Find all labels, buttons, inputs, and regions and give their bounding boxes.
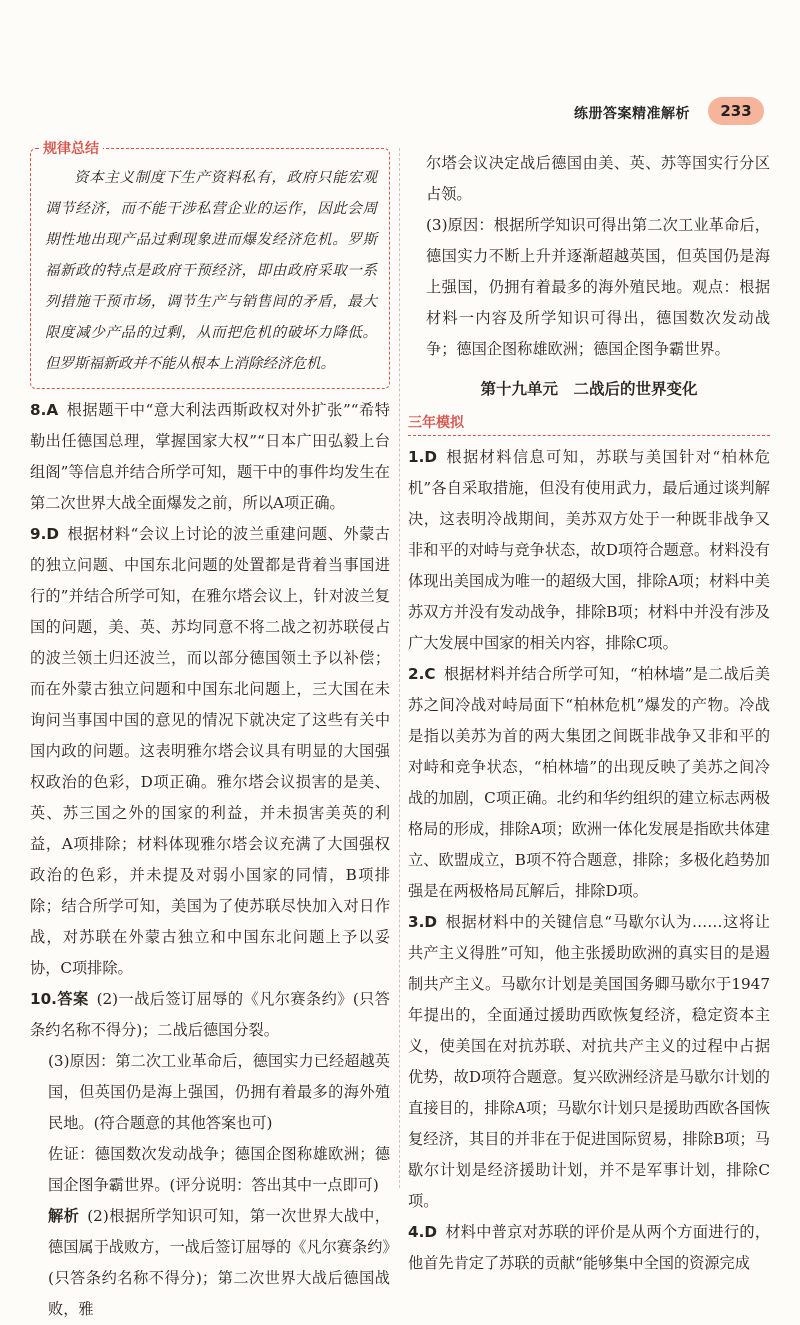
answer-number: 3.D [408, 913, 437, 931]
answer-10-evidence: 佐证：德国数次发动战争；德国企图称雄欧洲；德国企图争霸世界。(评分说明：答出其中一点即可) [48, 1145, 390, 1194]
summary-title: 规律总结 [39, 138, 103, 158]
summary-box [30, 141, 390, 389]
answer-10 [30, 984, 390, 1046]
answer-10-part3: (3)原因：第二次工业革命后，德国实力已经超越英国，但英国仍是海上强国，仍拥有着最多的海外殖民地。(符合题意的其他答案也可) [48, 1052, 390, 1132]
answer-4 [408, 1217, 770, 1279]
answer-number: 1.D [408, 448, 437, 466]
unit-title: 第十九单元 二战后的世界变化 [480, 380, 698, 398]
answer-number: 4.D [408, 1223, 437, 1241]
answer-1 [408, 442, 770, 659]
left-column [30, 141, 390, 1325]
page-number-badge: 233 [708, 97, 764, 125]
answer-text: 材料中普京对苏联的评价是从两个方面进行的，他首先肯定了苏联的贡献“能够集中全国的资源完成 [408, 1223, 770, 1272]
summary-text: 资本主义制度下生产资料私有，政府只能宏观调节经济，而不能干涉私营企业的运作，因此会周期性地出现产品过剩现象进而爆发经济危机。罗斯福新政的特点是政府干预经济，即由政府采取一系列措施干预市场，调节生产与销售间的矛盾，最大限度减少产品的过剩，从而把危机的破坏力降低。但罗斯福新政并不能从根本上消除经济危机。 [45, 170, 377, 372]
answer-3 [408, 907, 770, 1217]
answer-text: 根据材料中的关键信息“马歇尔认为……这将让共产主义得胜”可知，他主张援助欧洲的真实目的是遏制共产主义。马歇尔计划是美国国务卿马歇尔于1947年提出的，全面通过援助西欧恢复经济，稳定资本主义，使美国在对抗苏联、对抗共产主义的过程中占据优势，故D项符合题意。复兴欧洲经济是马歇尔计划的直接目的，排除A项；马歇尔计划只是援助西欧各国恢复经济，其目的并非在于促进国际贸易，排除B项；马歇尔计划是经济援助计划，并不是军事计划，排除C项。 [408, 913, 770, 1210]
analysis-text: (2)根据所学知识可知，第一次世界大战中，德国属于战败方，一战后签订屈辱的《凡尔赛条约》(只答条约名称不得分)；第二次世界大战后德国战败，雅 [48, 1207, 390, 1318]
answer-number: 8.A [30, 401, 59, 419]
answer-10-analysis [30, 1201, 390, 1325]
right-column [408, 148, 770, 1279]
section-tag: 三年模拟 [408, 411, 770, 436]
answer-8 [30, 395, 390, 519]
answer-text: 根据材料并结合所学可知，“柏林墙”是二战后美苏之间冷战对峙局面下“柏林危机”爆发的产物。冷战是指以美苏为首的两大集团之间既非战争又非和平的对峙和竞争状态，“柏林墙”的出现反映了美苏之间冷战的加剧，C项正确。北约和华约组织的建立标志两极格局的形成，排除A项；欧洲一体化发展是指欧共体建立、欧盟成立，B项不符合题意，排除；多极化趋势加强是在两极格局瓦解后，排除D项。 [408, 665, 770, 900]
answer-text: 根据材料信息可知，苏联与美国针对“柏林危机”各自采取措施，但没有使用武力，最后通过谈判解决，这表明冷战期间，美苏双方处于一种既非战争又非和平的对峙与竞争状态，故D项符合题意。材料没有体现出美国成为唯一的超级大国，排除A项；材料中美苏双方并没有发动战争，排除B项；材料中并没有涉及广大发展中国家的相关内容，排除C项。 [408, 448, 770, 652]
answer-2 [408, 659, 770, 907]
answer-number: 9.D [30, 525, 59, 543]
continuation-part3: (3)原因：根据所学知识可得出第二次工业革命后，德国实力不断上升并逐渐超越英国，但英国仍是海上强国，仍拥有着最多的海外殖民地。观点：根据材料一内容及所学知识可得出，德国数次发动战争；德国企图称雄欧洲；德国企图争霸世界。 [426, 216, 770, 358]
column-divider [399, 148, 400, 1188]
answer-text: (2)一战后签订屈辱的《凡尔赛条约》(只答条约名称不得分)；二战后德国分裂。 [30, 990, 390, 1039]
page-header-label: 练册答案精准解析 [574, 106, 690, 122]
answer-number: 2.C [408, 665, 436, 683]
continuation-text: 尔塔会议决定战后德国由美、英、苏等国实行分区占领。 [426, 154, 770, 203]
answer-text: 根据材料“会议上讨论的波兰重建问题、外蒙古的独立问题、中国东北问题的处置都是背着当事国进行的”并结合所学可知，在雅尔塔会议上，针对波兰复国的问题，美、英、苏均同意不将二战之初苏联侵占的波兰领土归还波兰，而以部分德国领土予以补偿；而在外蒙古独立问题和中国东北问题上，三大国在未询问当事国中国的意见的情况下就决定了这些有关中国内政的问题。这表明雅尔塔会议具有明显的大国强权政治的色彩，D项正确。雅尔塔会议损害的是美、英、苏三国之外的国家的利益，并未损害美英的利益，A项排除；材料体现雅尔塔会议充满了大国强权政治的色彩，并未提及对弱小国家的同情，B项排除；结合所学可知，美国为了使苏联尽快加入对日作战，对苏联在外蒙古独立和中国东北问题上予以妥协，C项排除。 [30, 525, 390, 977]
answer-text: 根据题干中“意大利法西斯政权对外扩张”“希特勒出任德国总理，掌握国家大权”“日本广田弘毅上台组阁”等信息并结合所学可知，题干中的事件均发生在第二次世界大战全面爆发之前，所以A项正确。 [30, 401, 390, 512]
answer-9 [30, 519, 390, 984]
analysis-label: 解析 [48, 1207, 80, 1225]
answer-number: 10.答案 [30, 990, 89, 1008]
